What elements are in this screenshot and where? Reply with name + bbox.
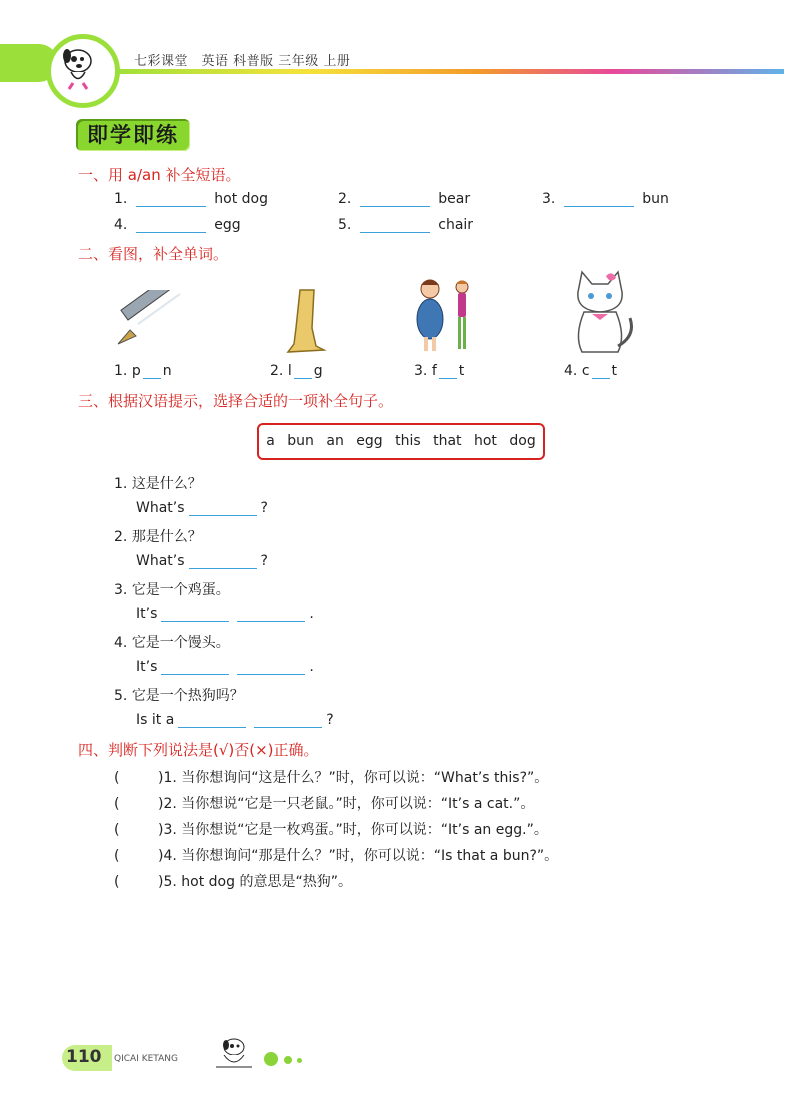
s1-item-3 xyxy=(542,191,669,207)
s3-item-3-en xyxy=(136,606,314,622)
item-word: bear xyxy=(438,191,471,207)
page-number: 110 xyxy=(66,1047,102,1067)
letter-pre: l xyxy=(287,363,292,379)
item-word: hot dog xyxy=(214,191,268,207)
answer-paren[interactable]: ( xyxy=(114,848,120,864)
word-bank-box: a bun an egg this that hot dog xyxy=(257,423,545,460)
s3-item-3-cn xyxy=(114,579,230,599)
leg-picture-icon xyxy=(280,288,330,354)
footer-dog-icon xyxy=(210,1035,258,1071)
answer-paren[interactable]: ( xyxy=(114,770,120,786)
section-badge xyxy=(76,119,190,151)
item-num: 3. xyxy=(414,363,428,379)
sentence-end: ? xyxy=(260,553,268,569)
item-num: )3. xyxy=(158,822,177,838)
section4-title: 四、判断下列说法是(√)否(×)正确。 xyxy=(78,741,319,759)
s1-item-5 xyxy=(338,217,473,233)
answer-blank[interactable] xyxy=(161,660,229,675)
item-num: 5. xyxy=(114,688,128,704)
sentence-start: It’s xyxy=(136,606,158,622)
fat-thin-women-picture-icon xyxy=(410,275,476,355)
answer-paren[interactable]: ( xyxy=(114,874,120,890)
item-num: 3. xyxy=(542,191,556,207)
s3-item-4-cn xyxy=(114,632,230,652)
statement: 当你想询问“那是什么？”时，你可以说：“Is that a bun?”。 xyxy=(181,848,559,864)
letter-pre: c xyxy=(581,363,590,379)
sentence-start: What’s xyxy=(136,553,185,569)
answer-blank[interactable] xyxy=(189,501,257,516)
statement: 当你想询问“这是什么？”时，你可以说：“What’s this?”。 xyxy=(181,770,549,786)
letter-blank[interactable] xyxy=(143,364,161,379)
s2-item-3 xyxy=(414,363,464,379)
s3-item-4-en xyxy=(136,659,314,675)
item-word: chair xyxy=(438,217,474,233)
answer-blank[interactable] xyxy=(237,607,305,622)
cat-picture-icon xyxy=(562,266,638,356)
item-num: 4. xyxy=(114,635,128,651)
s4-item-5 xyxy=(114,871,352,891)
header-title: 七彩课堂 英语 科普版 三年级 上册 xyxy=(134,54,351,69)
s3-item-1-en xyxy=(136,500,268,516)
item-num: 5. xyxy=(338,217,352,233)
chinese-prompt: 这是什么？ xyxy=(131,476,202,492)
answer-blank[interactable] xyxy=(161,607,229,622)
letter-post: t xyxy=(611,363,618,379)
item-num: 2. xyxy=(338,191,352,207)
sentence-end: ? xyxy=(326,712,334,728)
item-num: )5. xyxy=(158,874,177,890)
footer-dot-large xyxy=(264,1052,278,1066)
item-num: 4. xyxy=(564,363,578,379)
mascot-logo xyxy=(46,34,120,108)
pen-picture-icon xyxy=(110,290,190,350)
section2-title: 二、看图，补全单词。 xyxy=(78,245,229,263)
item-num: 1. xyxy=(114,476,128,492)
statement: 当你想说“它是一只老鼠。”时，你可以说：“It’s a cat.”。 xyxy=(181,796,535,812)
letter-post: g xyxy=(313,363,323,379)
footer-dot-medium xyxy=(284,1056,292,1064)
s1-item-2 xyxy=(338,191,470,207)
chinese-prompt: 它是一个鸡蛋。 xyxy=(131,582,230,598)
s2-item-2 xyxy=(270,363,323,379)
sentence-start: Is it a xyxy=(136,712,175,728)
answer-blank[interactable] xyxy=(189,554,257,569)
section3-title: 三、根据汉语提示，选择合适的一项补全句子。 xyxy=(78,392,394,410)
item-num: 1. xyxy=(114,191,128,207)
chinese-prompt: 那是什么？ xyxy=(131,529,202,545)
item-num: 3. xyxy=(114,582,128,598)
letter-blank[interactable] xyxy=(439,364,457,379)
answer-blank[interactable] xyxy=(564,192,634,207)
header-rainbow-line xyxy=(104,69,784,74)
answer-blank[interactable] xyxy=(178,713,246,728)
s4-item-2 xyxy=(114,793,534,813)
sentence-start: What’s xyxy=(136,500,185,516)
letter-pre: p xyxy=(131,363,141,379)
item-num: 2. xyxy=(270,363,284,379)
badge-label: 即学即练 xyxy=(87,122,179,147)
footer-brand: QICAI KETANG xyxy=(114,1054,178,1064)
item-num: 2. xyxy=(114,529,128,545)
chinese-prompt: 它是一个馒头。 xyxy=(131,635,230,651)
s1-item-4 xyxy=(114,217,241,233)
s3-item-2-cn xyxy=(114,526,202,546)
s2-item-1 xyxy=(114,363,172,379)
answer-blank[interactable] xyxy=(254,713,322,728)
item-num: 1. xyxy=(114,363,128,379)
footer-dot-small xyxy=(297,1058,302,1063)
answer-blank[interactable] xyxy=(136,192,206,207)
s2-item-4 xyxy=(564,363,617,379)
s4-item-4 xyxy=(114,845,558,865)
letter-blank[interactable] xyxy=(592,364,610,379)
section1-title: 一、用 a/an 补全短语。 xyxy=(78,166,241,184)
answer-blank[interactable] xyxy=(360,192,430,207)
letter-blank[interactable] xyxy=(294,364,312,379)
sentence-end: . xyxy=(309,659,314,675)
s3-item-5-cn xyxy=(114,685,244,705)
answer-blank[interactable] xyxy=(360,218,430,233)
letter-post: n xyxy=(162,363,172,379)
s3-item-2-en xyxy=(136,553,268,569)
item-word: egg xyxy=(214,217,241,233)
letter-pre: f xyxy=(431,363,437,379)
letter-post: t xyxy=(458,363,465,379)
answer-blank[interactable] xyxy=(136,218,206,233)
s3-item-5-en xyxy=(136,712,334,728)
item-num: )2. xyxy=(158,796,177,812)
item-num: 4. xyxy=(114,217,128,233)
item-word: bun xyxy=(642,191,669,207)
statement: hot dog 的意思是“热狗”。 xyxy=(181,874,352,890)
chinese-prompt: 它是一个热狗吗？ xyxy=(131,688,244,704)
sentence-end: ? xyxy=(260,500,268,516)
s4-item-1 xyxy=(114,767,548,787)
answer-paren[interactable]: ( xyxy=(114,822,120,838)
item-num: )4. xyxy=(158,848,177,864)
s3-item-1-cn xyxy=(114,473,202,493)
sentence-end: . xyxy=(309,606,314,622)
statement: 当你想说“它是一枚鸡蛋。”时，你可以说：“It’s an egg.”。 xyxy=(181,822,548,838)
s4-item-3 xyxy=(114,819,548,839)
s1-item-1 xyxy=(114,191,268,207)
item-num: )1. xyxy=(158,770,177,786)
dog-mascot-icon xyxy=(51,39,105,93)
sentence-start: It’s xyxy=(136,659,158,675)
answer-paren[interactable]: ( xyxy=(114,796,120,812)
answer-blank[interactable] xyxy=(237,660,305,675)
